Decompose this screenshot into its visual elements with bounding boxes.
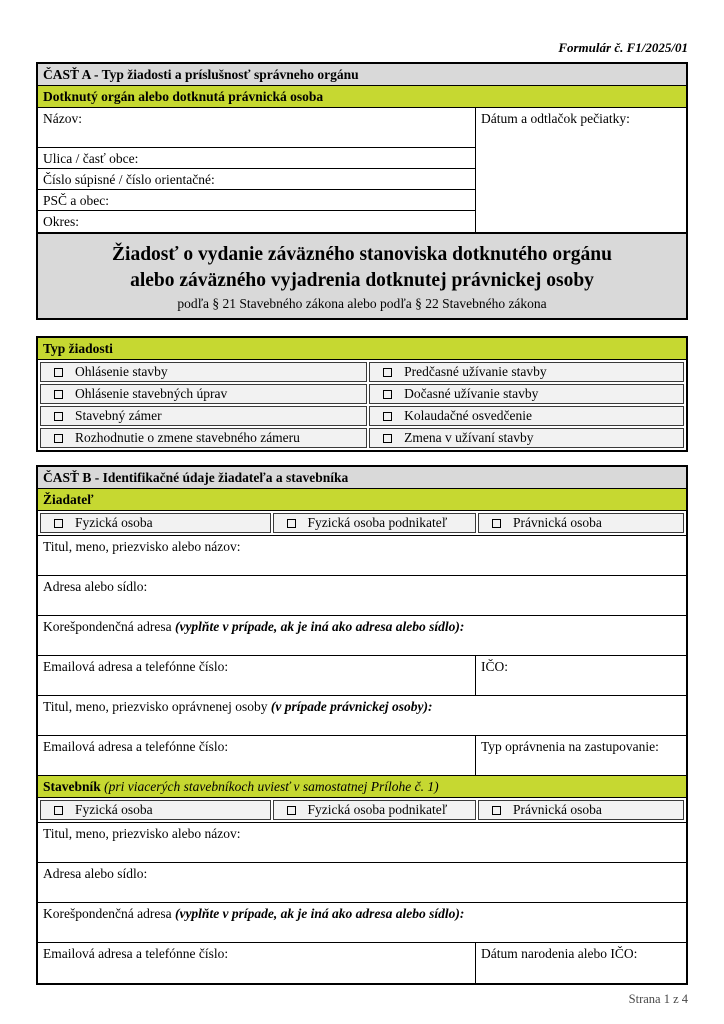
part-b-header: ČASŤ B - Identifikačné údaje žiadateľa a stavebníka [38, 467, 686, 489]
field-nazov[interactable] [38, 108, 475, 148]
field-cislo-supisne-label: Číslo súpisné / číslo orientačné: [43, 172, 215, 187]
checkbox-icon[interactable] [287, 519, 296, 528]
checkbox-icon[interactable] [492, 806, 501, 815]
form-number: Formulár č. F1/2025/01 [558, 40, 688, 55]
request-type-options [38, 360, 686, 450]
checkbox-icon[interactable] [287, 806, 296, 815]
field-stamp-area[interactable] [476, 108, 686, 232]
option-label: Predčasné užívanie stavby [404, 364, 547, 379]
builder-person-type-row [38, 798, 686, 823]
applicant-option-fyzicka-osoba-podnikatel[interactable] [273, 513, 477, 533]
part-a-table [36, 62, 688, 234]
applicant-row-email-ico [38, 656, 686, 696]
checkbox-icon[interactable] [54, 519, 63, 528]
applicant-field-titul-opravnenej-osoby[interactable] [38, 696, 686, 736]
request-type-table [36, 336, 688, 452]
option-zmena-v-uzivani-stavby[interactable] [369, 428, 684, 448]
field-ulica[interactable] [38, 148, 475, 169]
field-label: Dátum narodenia alebo IČO: [481, 946, 638, 961]
applicant-field-email-telefon-2[interactable] [38, 736, 476, 775]
builder-header-note: (pri viacerých stavebníkoch uviesť v samostatnej Prílohe č. 1) [104, 779, 439, 794]
option-label: Dočasné užívanie stavby [404, 386, 539, 401]
builder-field-email-telefon[interactable] [38, 943, 476, 983]
builder-field-datum-narodenia-ico[interactable] [476, 943, 686, 983]
request-type-header: Typ žiadosti [38, 338, 686, 360]
part-a-subheader: Dotknutý orgán alebo dotknutá právnická osoba [38, 86, 686, 108]
option-label: Stavebný zámer [75, 408, 162, 423]
checkbox-icon[interactable] [54, 434, 63, 443]
applicant-field-typ-opravnenia[interactable] [476, 736, 686, 775]
checkbox-icon[interactable] [492, 519, 501, 528]
field-nazov-label: Názov: [43, 111, 82, 126]
checkbox-icon[interactable] [54, 390, 63, 399]
option-label: Ohlásenie stavebných úprav [75, 386, 228, 401]
checkbox-icon[interactable] [383, 412, 392, 421]
applicant-header: Žiadateľ [38, 489, 686, 511]
field-note: (v prípade právnickej osoby): [270, 699, 433, 714]
form-title-line1: Žiadosť o vydanie záväzného stanoviska dotknutého orgánu [112, 244, 612, 265]
option-label: Fyzická osoba [75, 802, 153, 817]
checkbox-icon[interactable] [383, 390, 392, 399]
builder-option-fyzicka-osoba[interactable] [40, 800, 271, 820]
field-label: Emailová adresa a telefónne číslo: [43, 659, 229, 674]
field-label: Emailová adresa a telefónne číslo: [43, 739, 229, 754]
applicant-field-korespondencna-adresa[interactable] [38, 616, 686, 656]
applicant-row-email-zastupovanie [38, 736, 686, 776]
field-ulica-label: Ulica / časť obce: [43, 151, 139, 166]
field-okres[interactable] [38, 211, 475, 232]
option-label: Fyzická osoba podnikateľ [307, 802, 448, 817]
checkbox-icon[interactable] [383, 434, 392, 443]
applicant-person-type-row [38, 511, 686, 536]
field-cislo-supisne[interactable] [38, 169, 475, 190]
applicant-field-ico[interactable] [476, 656, 686, 695]
field-label: Titul, meno, priezvisko oprávnenej osoby [43, 699, 268, 714]
applicant-field-email-telefon[interactable] [38, 656, 476, 695]
field-stamp-label: Dátum a odtlačok pečiatky: [481, 111, 630, 126]
option-ohlasenie-stavby[interactable] [40, 362, 367, 382]
part-a-header: ČASŤ A - Typ žiadosti a príslušnosť správneho orgánu [38, 64, 686, 86]
builder-option-pravnicka-osoba[interactable] [478, 800, 684, 820]
form-title-line2: alebo záväzného vyjadrenia dotknutej právnickej osoby [130, 270, 594, 291]
option-rozhodnutie-o-zmene-zameru[interactable] [40, 428, 367, 448]
option-label: Kolaudačné osvedčenie [404, 408, 532, 423]
builder-header [38, 776, 686, 798]
field-label: IČO: [481, 659, 508, 674]
field-note: (vyplňte v prípade, ak je iná ako adresa alebo sídlo): [174, 619, 465, 634]
option-label: Právnická osoba [513, 802, 602, 817]
form-title-subtitle: podľa § 21 Stavebného zákona alebo podľa § 22 Stavebného zákona [177, 296, 547, 311]
field-label: Adresa alebo sídlo: [43, 579, 148, 594]
field-label: Adresa alebo sídlo: [43, 866, 148, 881]
option-label: Právnická osoba [513, 515, 602, 530]
option-label: Fyzická osoba [75, 515, 153, 530]
option-stavebny-zamer[interactable] [40, 406, 367, 426]
part-a-fields [38, 108, 476, 232]
option-predcasne-uzivanie-stavby[interactable] [369, 362, 684, 382]
form-title-block [36, 232, 688, 320]
checkbox-icon[interactable] [54, 806, 63, 815]
applicant-option-pravnicka-osoba[interactable] [478, 513, 684, 533]
option-ohlasenie-stavebnych-uprav[interactable] [40, 384, 367, 404]
applicant-option-fyzicka-osoba[interactable] [40, 513, 271, 533]
builder-header-label: Stavebník [43, 779, 101, 794]
checkbox-icon[interactable] [54, 412, 63, 421]
builder-row-email-datum [38, 943, 686, 983]
field-label: Titul, meno, priezvisko alebo názov: [43, 539, 241, 554]
field-label: Emailová adresa a telefónne číslo: [43, 946, 229, 961]
builder-field-korespondencna-adresa[interactable] [38, 903, 686, 943]
field-psc-obec[interactable] [38, 190, 475, 211]
field-label: Korešpondenčná adresa [43, 906, 172, 921]
option-label: Ohlásenie stavby [75, 364, 168, 379]
field-label: Typ oprávnenia na zastupovanie: [481, 739, 659, 754]
option-kolaudacne-osvedcenie[interactable] [369, 406, 684, 426]
field-label: Korešpondenčná adresa [43, 619, 172, 634]
part-b-table [36, 465, 688, 985]
builder-field-adresa[interactable] [38, 863, 686, 903]
checkbox-icon[interactable] [383, 368, 392, 377]
field-psc-obec-label: PSČ a obec: [43, 193, 109, 208]
field-note: (vyplňte v prípade, ak je iná ako adresa alebo sídlo): [174, 906, 465, 921]
applicant-field-titul-meno[interactable] [38, 536, 686, 576]
applicant-field-adresa[interactable] [38, 576, 686, 616]
checkbox-icon[interactable] [54, 368, 63, 377]
option-label: Fyzická osoba podnikateľ [307, 515, 448, 530]
option-label: Zmena v užívaní stavby [404, 430, 534, 445]
builder-option-fyzicka-osoba-podnikatel[interactable] [273, 800, 477, 820]
option-docasne-uzivanie-stavby[interactable] [369, 384, 684, 404]
field-label: Titul, meno, priezvisko alebo názov: [43, 826, 241, 841]
builder-field-titul-meno[interactable] [38, 823, 686, 863]
part-a-body [38, 108, 686, 232]
field-okres-label: Okres: [43, 214, 79, 229]
option-label: Rozhodnutie o zmene stavebného zámeru [75, 430, 300, 445]
page-number: Strana 1 z 4 [628, 992, 688, 1006]
